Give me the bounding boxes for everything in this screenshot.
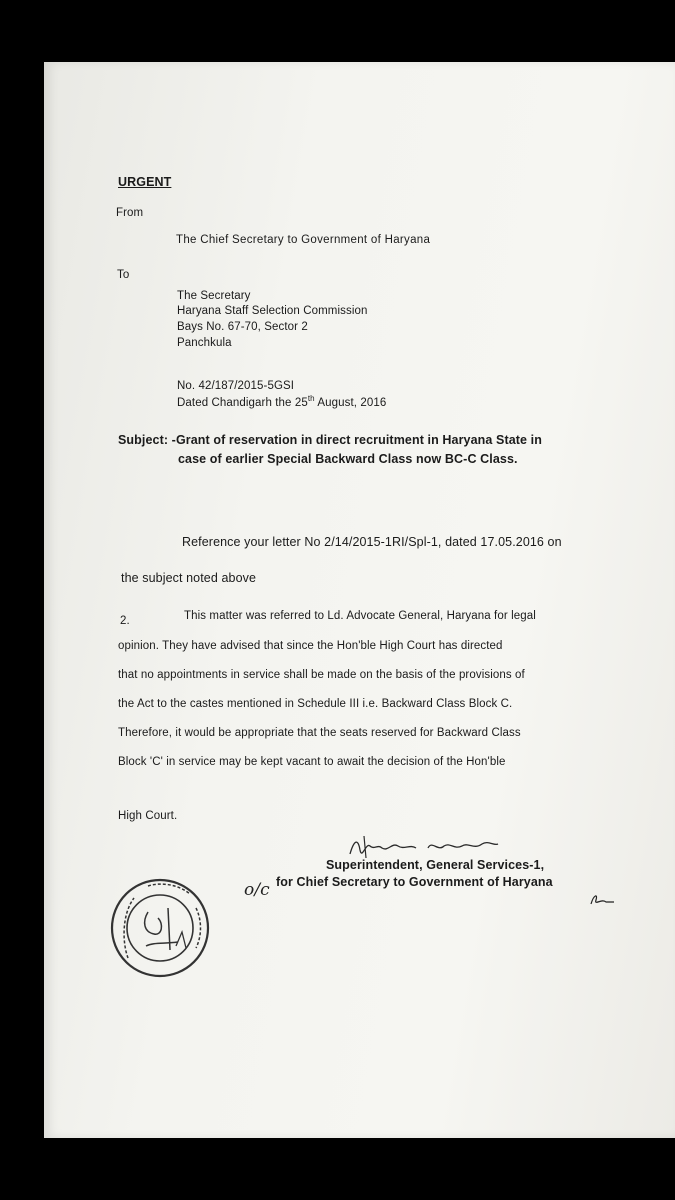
para2-line-4: the Act to the castes mentioned in Schedule III i.e. Backward Class Block C.: [118, 698, 513, 710]
letter-page: [44, 62, 675, 1138]
to-line-4: Panchkula: [177, 337, 232, 349]
para1-line-2: the subject noted above: [121, 571, 257, 585]
initials-mark: [588, 892, 618, 908]
para2-line-1: This matter was referred to Ld. Advocate General, Haryana for legal: [184, 610, 536, 622]
oc-mark: o/c: [244, 880, 270, 900]
to-line-3: Bays No. 67-70, Sector 2: [177, 321, 308, 333]
to-line-2: Haryana Staff Selection Commission: [177, 305, 368, 317]
received-seal-stamp: [98, 872, 218, 984]
para2-line-2: opinion. They have advised that since the Hon'ble High Court has directed: [118, 640, 503, 652]
from-label: From: [116, 207, 144, 219]
para2-line-5: Therefore, it would be appropriate that the seats reserved for Backward Class: [118, 727, 521, 739]
subject-line-1: Subject: -Grant of reservation in direct recruitment in Haryana State in: [118, 433, 542, 447]
subject-line-2: case of earlier Special Backward Class now BC-C Class.: [178, 452, 518, 466]
to-line-1: The Secretary: [177, 290, 251, 302]
signature-title: Superintendent, General Services-1,: [326, 858, 545, 872]
letter-date: Dated Chandigarh the 25th August, 2016: [177, 394, 387, 409]
para1-line-1: Reference your letter No 2/14/2015-1RI/Spl-1, dated 17.05.2016 on: [182, 535, 562, 549]
para2-number: 2.: [120, 615, 130, 627]
from-name: The Chief Secretary to Government of Haryana: [176, 234, 431, 246]
para2-line-6: Block 'C' in service may be kept vacant to await the decision of the Hon'ble: [118, 756, 506, 768]
to-label: To: [117, 269, 130, 281]
para2-line-3: that no appointments in service shall be made on the basis of the provisions of: [118, 669, 525, 681]
urgent-heading: URGENT: [118, 175, 172, 189]
signature-for: for Chief Secretary to Government of Haryana: [276, 875, 553, 889]
reference-number: No. 42/187/2015-5GSI: [177, 380, 295, 392]
para2-line-7: High Court.: [118, 810, 178, 822]
